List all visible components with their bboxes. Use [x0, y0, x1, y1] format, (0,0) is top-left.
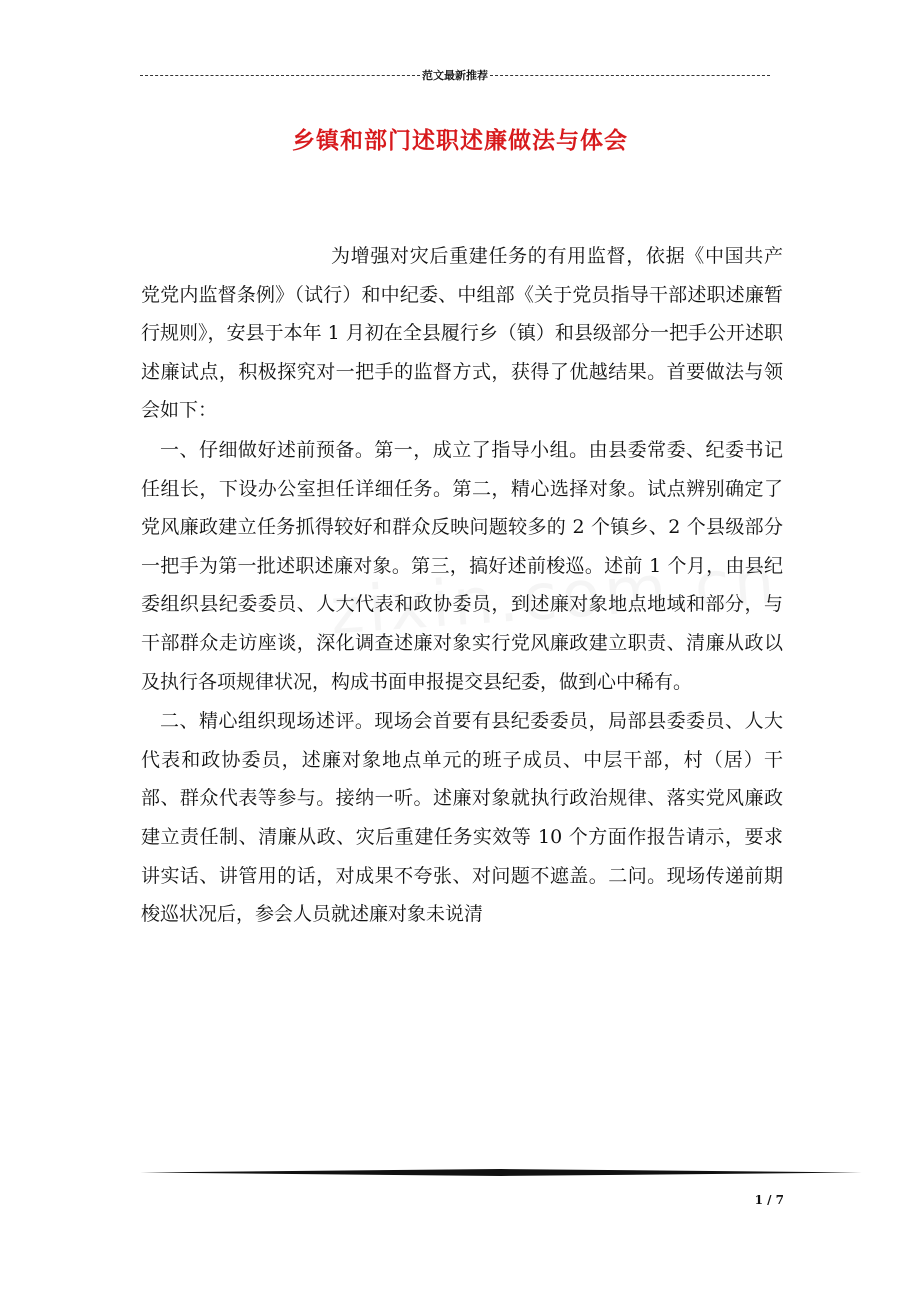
header-label: 范文最新推荐	[422, 69, 488, 82]
header-dash-right	[490, 75, 770, 76]
footer-divider	[140, 1168, 862, 1177]
paragraph-section-1: 一、仔细做好述前预备。第一，成立了指导小组。由县委常委、纪委书记任组长，下设办公室担任详细任务。第二，精心选择对象。试点辨别确定了党风廉政建立任务抓得较好和群众反映问题较多的 2 个镇乡、2 个县级部分一把手为第一批述职述廉对象。第三，搞好述前梭巡。述前 1 个月，由县纪委组织县纪委委员、人大代表和政协委员，到述廉对象地点地域和部分，与干部群众走访座谈，深化调查述廉对象实行党风廉政建立职责、清廉从政以及执行各项规律状况，构成书面申报提交县纪委，做到心中稀有。	[141, 438, 783, 693]
page-number: 1 / 7	[754, 1193, 784, 1207]
page-header	[140, 67, 770, 83]
document-title: 乡镇和部门述职述廉做法与体会	[292, 127, 628, 154]
header-dash-left	[140, 75, 420, 76]
paragraph-section-2: 二、精心组织现场述评。现场会首要有县纪委委员，局部县委委员、人大代表和政协委员，述廉对象地点单元的班子成员、中层干部，村（居）干部、群众代表等参与。接纳一听。述廉对象就执行政治规律、落实党风廉政建立责任制、清廉从政、灾后重建任务实效等 10 个方面作报告请示，要求讲实话、讲管用的话，对成果不夸张、对问题不遮盖。二问。现场传递前期梭巡状况后，参会人员就述廉对象未说清	[141, 710, 783, 926]
document-body	[141, 237, 783, 934]
paragraph-intro: 为增强对灾后重建任务的有用监督，依据《中国共产党党内监督条例》（试行）和中纪委、中组部《关于党员指导干部述职述廉暂行规则》，安县于本年 1 月初在全县履行乡（镇）和县级部分一把手公开述职述廉试点，积极探究对一把手的监督方式，获得了优越结果。首要做法与领会如下：	[141, 245, 783, 422]
